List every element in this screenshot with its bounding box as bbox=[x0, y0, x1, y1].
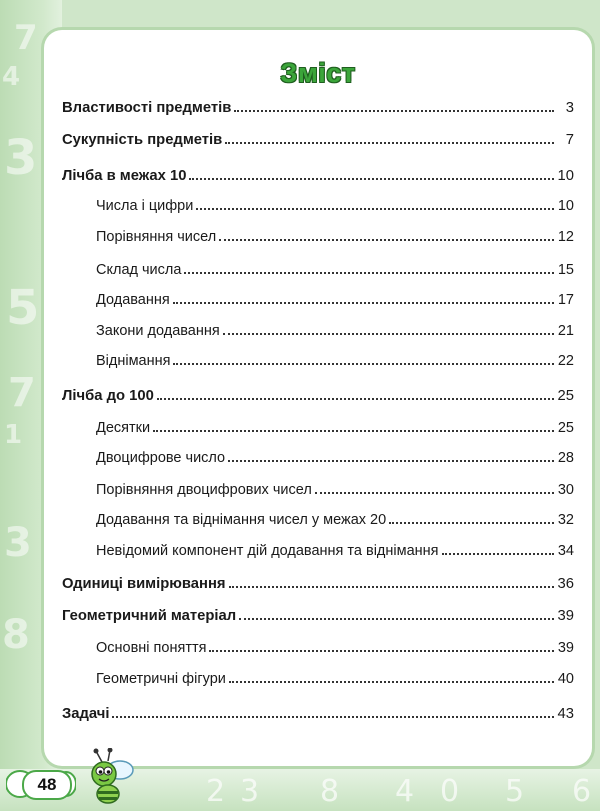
doodle-digit: 3 bbox=[240, 774, 260, 809]
dot-leader bbox=[315, 492, 554, 494]
dot-leader bbox=[389, 522, 554, 524]
toc-entry-page: 36 bbox=[557, 576, 574, 592]
toc-entry-label: Властивості предметів bbox=[62, 100, 232, 116]
toc-entry-page: 30 bbox=[557, 482, 574, 498]
toc-entry-page: 40 bbox=[557, 671, 574, 687]
content-page bbox=[44, 30, 592, 766]
toc-entry-label: Порівняння двоцифрових чисел bbox=[96, 482, 312, 498]
dot-leader bbox=[189, 178, 553, 180]
toc-entry-label: Геометричний матеріал bbox=[62, 608, 237, 624]
doodle-digit: 6 bbox=[572, 774, 592, 809]
toc-entry-page: 21 bbox=[557, 323, 574, 339]
toc-entry[interactable] bbox=[62, 256, 574, 278]
page-number: 48 bbox=[22, 770, 72, 800]
toc-entry-label: Порівняння чисел bbox=[96, 229, 217, 245]
toc-entry-page: 28 bbox=[557, 450, 574, 466]
toc-entry-label: Основні поняття bbox=[96, 640, 207, 656]
toc-entry-label: Десятки bbox=[96, 420, 151, 436]
toc-entry[interactable] bbox=[62, 665, 574, 687]
toc-entry-label: Лічба до 100 bbox=[62, 388, 154, 404]
toc-entry-page: 32 bbox=[557, 512, 574, 528]
toc-entry-label: Одиниці вимірювання bbox=[62, 576, 226, 592]
dot-leader bbox=[209, 650, 553, 652]
toc-entry[interactable] bbox=[62, 444, 574, 466]
toc-entry[interactable] bbox=[62, 506, 574, 528]
toc-entry-label: Додавання та віднімання чисел у межах 20 bbox=[96, 512, 387, 528]
dot-leader bbox=[219, 239, 554, 241]
doodle-digit: 4 bbox=[2, 62, 21, 92]
dot-leader bbox=[234, 110, 554, 112]
toc-entry[interactable] bbox=[62, 537, 574, 559]
doodle-digit: 3 bbox=[4, 130, 38, 186]
toc-entry-label: Закони додавання bbox=[96, 323, 220, 339]
toc-entry[interactable] bbox=[62, 286, 574, 308]
toc-entry-page: 22 bbox=[557, 353, 574, 369]
doodle-digit: 3 bbox=[4, 520, 32, 566]
dot-leader bbox=[184, 272, 553, 274]
doodle-digit: 8 bbox=[2, 612, 30, 658]
toc-entry-label: Невідомий компонент дій додавання та віднімання bbox=[96, 543, 439, 559]
toc-entry[interactable] bbox=[62, 414, 574, 436]
doodle-digit: 5 bbox=[6, 280, 40, 336]
toc-entry[interactable] bbox=[62, 162, 574, 184]
doodle-digit: 5 bbox=[505, 774, 525, 809]
toc-entry-page: 25 bbox=[557, 420, 574, 436]
toc-entry-label: Двоцифрове число bbox=[96, 450, 226, 466]
dot-leader bbox=[196, 208, 554, 210]
dot-leader bbox=[442, 553, 554, 555]
toc-entry-page: 17 bbox=[557, 292, 574, 308]
toc-entry[interactable] bbox=[62, 700, 574, 722]
dot-leader bbox=[173, 302, 554, 304]
page-title: Зміст bbox=[280, 58, 356, 88]
toc-entry-label: Сукупність предметів bbox=[62, 132, 223, 148]
toc-entry[interactable] bbox=[62, 602, 574, 624]
toc-entry[interactable] bbox=[62, 126, 574, 148]
toc-entry[interactable] bbox=[62, 347, 574, 369]
toc-entry[interactable] bbox=[62, 634, 574, 656]
dot-leader bbox=[153, 430, 554, 432]
toc-entry-label: Геометричні фігури bbox=[96, 671, 226, 687]
toc-entry-label: Задачі bbox=[62, 706, 110, 722]
toc-entry[interactable] bbox=[62, 570, 574, 592]
dot-leader bbox=[228, 460, 554, 462]
dot-leader bbox=[173, 363, 553, 365]
toc-entry-label: Склад числа bbox=[96, 262, 182, 278]
toc-entry[interactable] bbox=[62, 192, 574, 214]
toc-entry-label: Лічба в межах 10 bbox=[62, 168, 187, 184]
toc-entry-page: 3 bbox=[565, 100, 574, 116]
doodle-digit: 7 bbox=[8, 370, 36, 416]
toc-entry[interactable] bbox=[62, 94, 574, 116]
doodle-digit: 4 bbox=[395, 774, 415, 809]
toc-entry-page: 43 bbox=[557, 706, 574, 722]
toc-entry-page: 12 bbox=[557, 229, 574, 245]
toc-entry-page: 39 bbox=[557, 608, 574, 624]
toc-entry[interactable] bbox=[62, 382, 574, 404]
dot-leader bbox=[229, 681, 554, 683]
doodle-digit: 7 bbox=[14, 18, 38, 58]
doodle-digit: 8 bbox=[320, 774, 340, 809]
doodle-digit: 0 bbox=[440, 774, 460, 809]
toc-entry-page: 15 bbox=[557, 262, 574, 278]
toc-entry-page: 39 bbox=[557, 640, 574, 656]
toc-entry-page: 10 bbox=[557, 168, 574, 184]
dot-leader bbox=[112, 716, 553, 718]
dot-leader bbox=[239, 618, 553, 620]
dot-leader bbox=[225, 142, 554, 144]
toc-entry-label: Числа і цифри bbox=[96, 198, 194, 214]
toc-entry-label: Додавання bbox=[96, 292, 170, 308]
dot-leader bbox=[229, 586, 554, 588]
dot-leader bbox=[223, 333, 554, 335]
toc-entry-page: 7 bbox=[565, 132, 574, 148]
doodle-digit: 1 bbox=[4, 420, 23, 450]
dot-leader bbox=[157, 398, 554, 400]
doodle-digit: 2 bbox=[206, 774, 226, 809]
toc-entry[interactable] bbox=[62, 223, 574, 245]
toc-entry-page: 25 bbox=[557, 388, 574, 404]
toc-entry[interactable] bbox=[62, 317, 574, 339]
toc-entry-label: Віднімання bbox=[96, 353, 171, 369]
bee-icon bbox=[80, 748, 140, 808]
toc-entry-page: 34 bbox=[557, 543, 574, 559]
toc-entry-page: 10 bbox=[557, 198, 574, 214]
toc-entry[interactable] bbox=[62, 476, 574, 498]
